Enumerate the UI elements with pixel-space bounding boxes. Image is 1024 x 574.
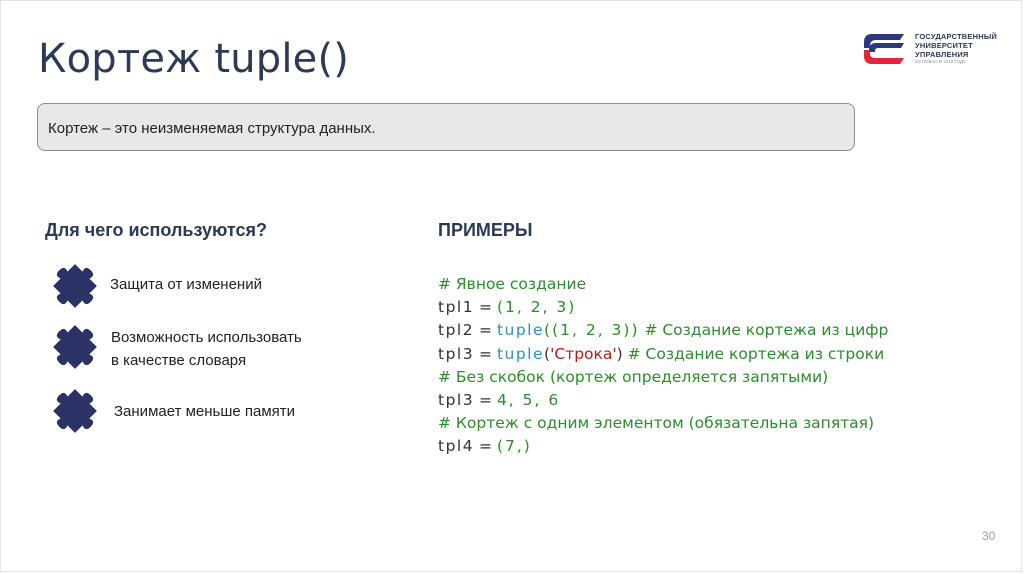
code-token: tuple: [496, 321, 545, 340]
use-item-2: Возможность использовать в качестве словаря: [111, 329, 302, 369]
code-line: [438, 366, 888, 389]
code-token: =: [474, 321, 497, 340]
code-token: =: [474, 344, 497, 363]
code-token: (: [544, 344, 551, 363]
logo-text: ГОСУДАРСТВЕННЫЙ УНИВЕРСИТЕТ УПРАВЛЕНИЯ: [915, 32, 997, 59]
logo-mark-icon: [860, 30, 910, 66]
code-token: tpl4: [438, 437, 475, 456]
code-token: # Создание кортежа из строки: [622, 344, 885, 363]
code-token: =: [474, 437, 497, 456]
code-line: [438, 343, 888, 366]
code-token: tuple: [496, 344, 545, 363]
definition-box: [37, 103, 855, 151]
puzzle-piece-icon: [46, 257, 104, 315]
code-token: # Кортеж с одним элементом (обязательна запятая): [438, 414, 875, 433]
code-token: tpl1: [438, 298, 475, 317]
code-examples: [438, 273, 888, 459]
code-token: ): [616, 344, 623, 363]
code-token: tpl2: [438, 321, 475, 340]
definition-text: Кортеж – это неизменяемая структура данных.: [48, 120, 376, 137]
code-token: # Создание кортежа из цифр: [639, 321, 889, 340]
code-line: [438, 412, 888, 435]
code-token: (1, 2, 3): [496, 298, 577, 317]
code-token: 'Строка': [550, 344, 617, 363]
code-token: tpl3: [438, 344, 475, 363]
code-token: ((1, 2, 3)): [544, 321, 640, 340]
use-item-3: Занимает меньше памяти: [114, 403, 296, 420]
code-token: # Явное создание: [438, 275, 587, 293]
logo-tagline: ОСНОВАН В 1919 ГОДУ: [915, 59, 966, 64]
uses-heading: Для чего используются?: [45, 220, 267, 240]
code-token: =: [474, 298, 497, 317]
code-token: tpl3: [438, 391, 475, 410]
use-item-1: Защита от изменений: [110, 276, 262, 293]
slide-title: Кортеж tuple(): [38, 36, 350, 82]
code-line: [438, 319, 888, 342]
puzzle-piece-icon: [46, 382, 104, 440]
university-logo: [860, 30, 1000, 70]
page-number: 30: [982, 529, 996, 543]
puzzle-piece-icon: [46, 318, 104, 376]
code-token: =: [474, 391, 497, 410]
code-token: # Без скобок (кортеж определяется запятыми): [438, 367, 829, 386]
code-line: [438, 273, 888, 296]
code-line: [438, 389, 888, 412]
examples-heading: ПРИМЕРЫ: [438, 220, 533, 240]
code-line: [438, 296, 888, 319]
code-line: [438, 435, 888, 458]
code-token: (7,): [496, 437, 532, 456]
code-token: 4, 5, 6: [496, 391, 561, 410]
